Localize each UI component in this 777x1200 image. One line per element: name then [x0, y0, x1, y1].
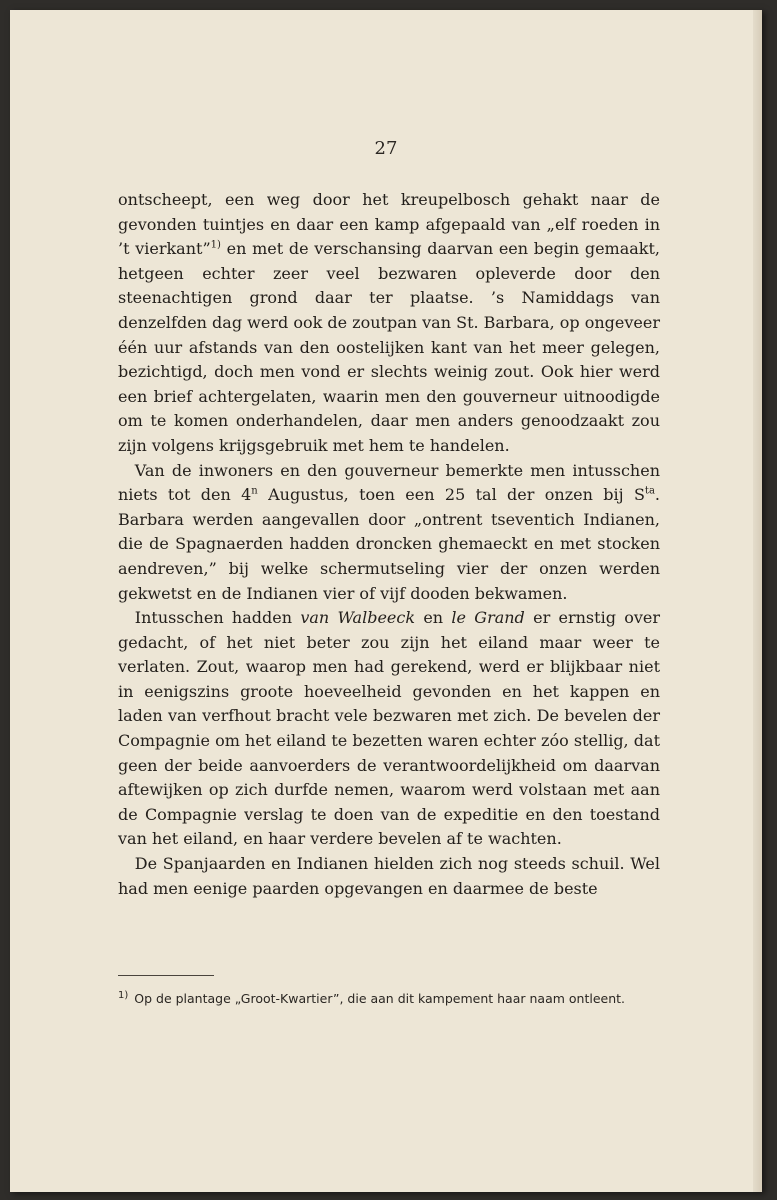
paragraph [118, 852, 660, 901]
footnote-mark: 1) [118, 989, 129, 1001]
superscript: n [251, 485, 258, 497]
body-text [118, 188, 660, 901]
superscript: ta [644, 485, 655, 497]
text-run: en [415, 608, 452, 628]
document-page [10, 10, 762, 1192]
text-run: ontscheept, een weg door het kreupelbosch gehakt naar de gevonden tuintjes en daar een kamp afgepaald van „elf roeden in ’t vierkant” [118, 190, 660, 259]
text-run: Intusschen hadden [134, 608, 301, 628]
text-run: er ernstig over gedacht, of het niet beter zou zijn het eiland maar weer te verlaten. Zout, waarop men had gerekend, werd er blijkbaar niet in eenigszins groote hoeveelheid gevonden en het kappen en laden van verfhout bracht vele bezwaren met zich. De bevelen der Compagnie om het eiland te bezetten waren echter zóo stellig, dat geen der beide aanvoerders de verantwoordelijkheid om daarvan aftewijken op zich durfde nemen, waarom werd volstaan met aan de Compagnie verslag te doen van de expeditie en den toestand van het eiland, en haar verdere bevelen af te wachten. [118, 608, 661, 849]
paragraph [118, 188, 660, 459]
text-run: De Spanjaarden en Indianen hielden zich nog steeds schuil. Wel had men eenige paarden opgevangen en daarmee de beste [118, 854, 660, 898]
footnote [118, 988, 660, 1010]
page-edge [753, 10, 762, 1192]
superscript: 1) [210, 239, 221, 251]
text-run: Van de inwoners en den gouverneur bemerkte men intusschen niets tot den 4 [118, 460, 660, 505]
paragraph [118, 606, 660, 852]
footnote-text: Op de plantage „Groot-Kwartier”, die aan dit kampement haar naam ontleent. [134, 991, 626, 1006]
text-run: . Barbara werden aangevallen door „ontrent tseventich Indianen, die de Spagnaerden hadden droncken ghemaeckt en met stocken aendreven,” bij welke schermutseling vier der onzen werden gekwetst en de Indianen vier of vijf dooden bekwamen. [118, 485, 660, 603]
text-run: Augustus, toen een 25 tal der onzen bij S [257, 485, 645, 505]
paragraph [118, 459, 660, 607]
italic-name: le Grand [451, 608, 525, 628]
italic-name: van Walbeeck [300, 608, 416, 628]
footnote-rule [118, 975, 214, 976]
page-number: 27 [374, 138, 398, 159]
text-run: en met de verschansing daarvan een begin gemaakt, hetgeen echter zeer veel bezwaren opleverde door den steenachtigen grond daar ter plaatse. ’s Namiddags van denzelfden dag werd ook de zoutpan van St. Barbara, op ongeveer één uur afstands van den oostelijken kant van het meer gelegen, bezichtigd, doch men vond er slechts weinig zout. Ook hier werd een brief achtergelaten, waarin men den gouverneur uitnoodigde om te komen onderhandelen, daar men anders genoodzaakt zou zijn volgens krijgsgebruik met hem te handelen. [118, 239, 661, 455]
